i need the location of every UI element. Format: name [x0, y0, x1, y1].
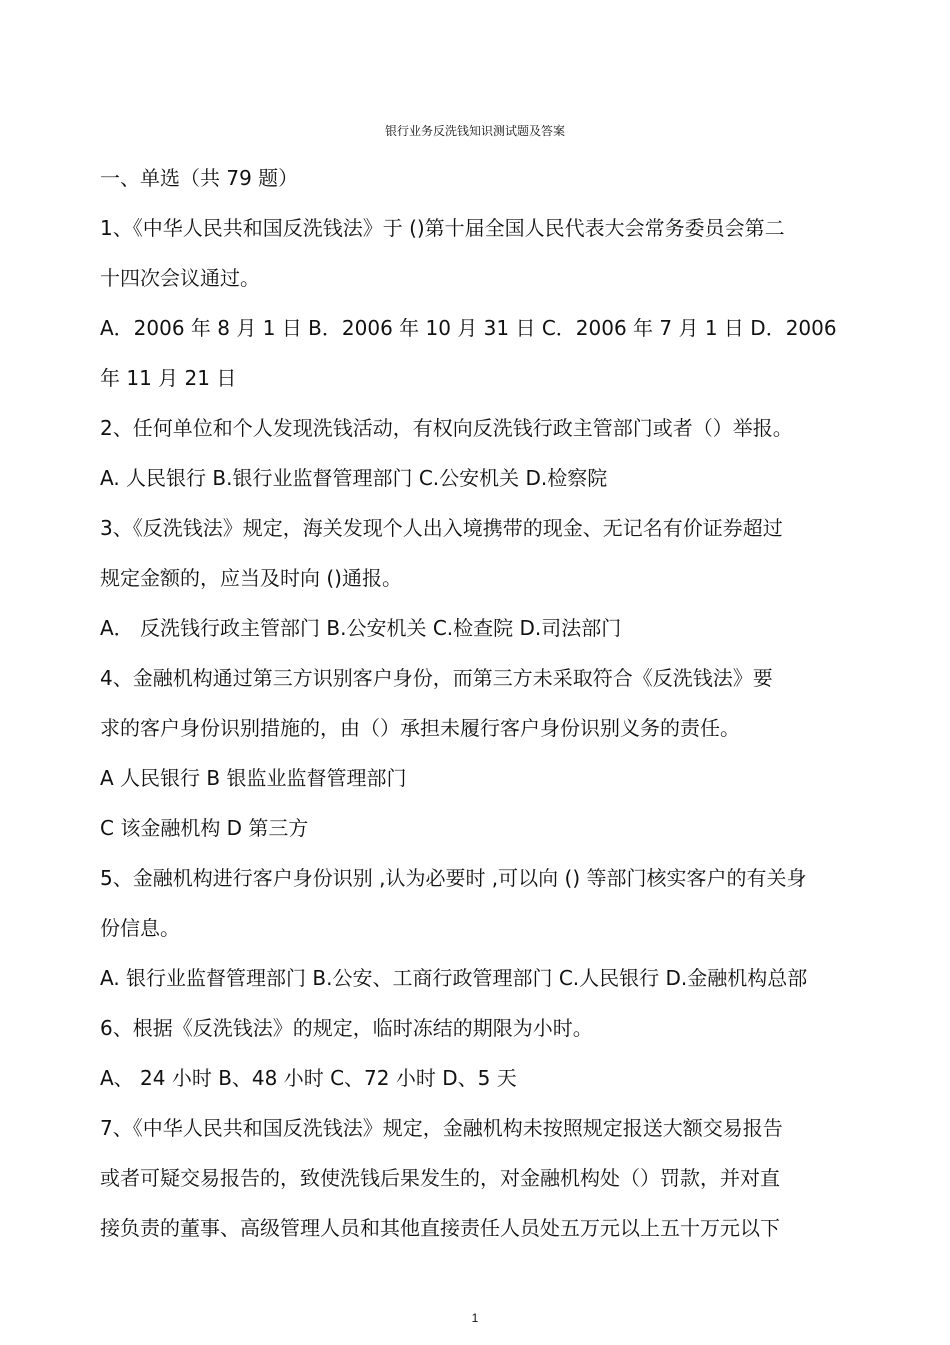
- text-line: 年 11 月 21 日: [100, 366, 237, 390]
- text-line: 规定金额的，应当及时向 ()通报。: [100, 566, 402, 590]
- text-line: A. 人民银行 B.银行业监督管理部门 C.公安机关 D.检察院: [100, 466, 608, 490]
- text-line: 或者可疑交易报告的，致使洗钱后果发生的，对金融机构处（）罚款，并对直: [100, 1166, 780, 1190]
- text-line: 接负责的董事、高级管理人员和其他直接责任人员处五万元以上五十万元以下: [100, 1216, 780, 1240]
- section-heading: 一、单选（共 79 题）: [100, 166, 299, 190]
- text-line: 求的客户身份识别措施的，由（）承担未履行客户身份识别义务的责任。: [100, 716, 740, 740]
- text-line: A．2006 年 8 月 1 日 B．2006 年 10 月 31 日 C．2006 年 7 月 1 日 D．2006: [100, 316, 837, 340]
- page-number: 1: [471, 1311, 479, 1325]
- text-line: 2、任何单位和个人发现洗钱活动，有权向反洗钱行政主管部门或者（）举报。: [100, 416, 793, 440]
- text-line: 3、《反洗钱法》规定，海关发现个人出入境携带的现金、无记名有价证券超过: [100, 516, 783, 540]
- text-line: 4、金融机构通过第三方识别客户身份，而第三方未采取符合《反洗钱法》要: [100, 666, 773, 690]
- text-line: A 人民银行 B 银监业监督管理部门: [100, 766, 407, 790]
- text-line: 十四次会议通过。: [100, 266, 260, 290]
- text-line: 1、《中华人民共和国反洗钱法》于 ()第十届全国人民代表大会常务委员会第二: [100, 216, 785, 240]
- text-line: C 该金融机构 D 第三方: [100, 816, 309, 840]
- text-line: A、 24 小时 B、48 小时 C、72 小时 D、5 天: [100, 1066, 517, 1090]
- text-line: 6、根据《反洗钱法》的规定，临时冻结的期限为小时。: [100, 1016, 593, 1040]
- text-line: 5、金融机构进行客户身份识别 ,认为必要时 ,可以向 () 等部门核实客户的有关身: [100, 866, 807, 890]
- text-line: A． 反洗钱行政主管部门 B.公安机关 C.检查院 D.司法部门: [100, 616, 622, 640]
- text-line: 份信息。: [100, 916, 180, 940]
- text-line: A. 银行业监督管理部门 B.公安、工商行政管理部门 C.人民银行 D.金融机构总部: [100, 966, 808, 990]
- page-title: 银行业务反洗钱知识测试题及答案: [384, 124, 565, 138]
- text-line: 7、《中华人民共和国反洗钱法》规定，金融机构未按照规定报送大额交易报告: [100, 1116, 783, 1140]
